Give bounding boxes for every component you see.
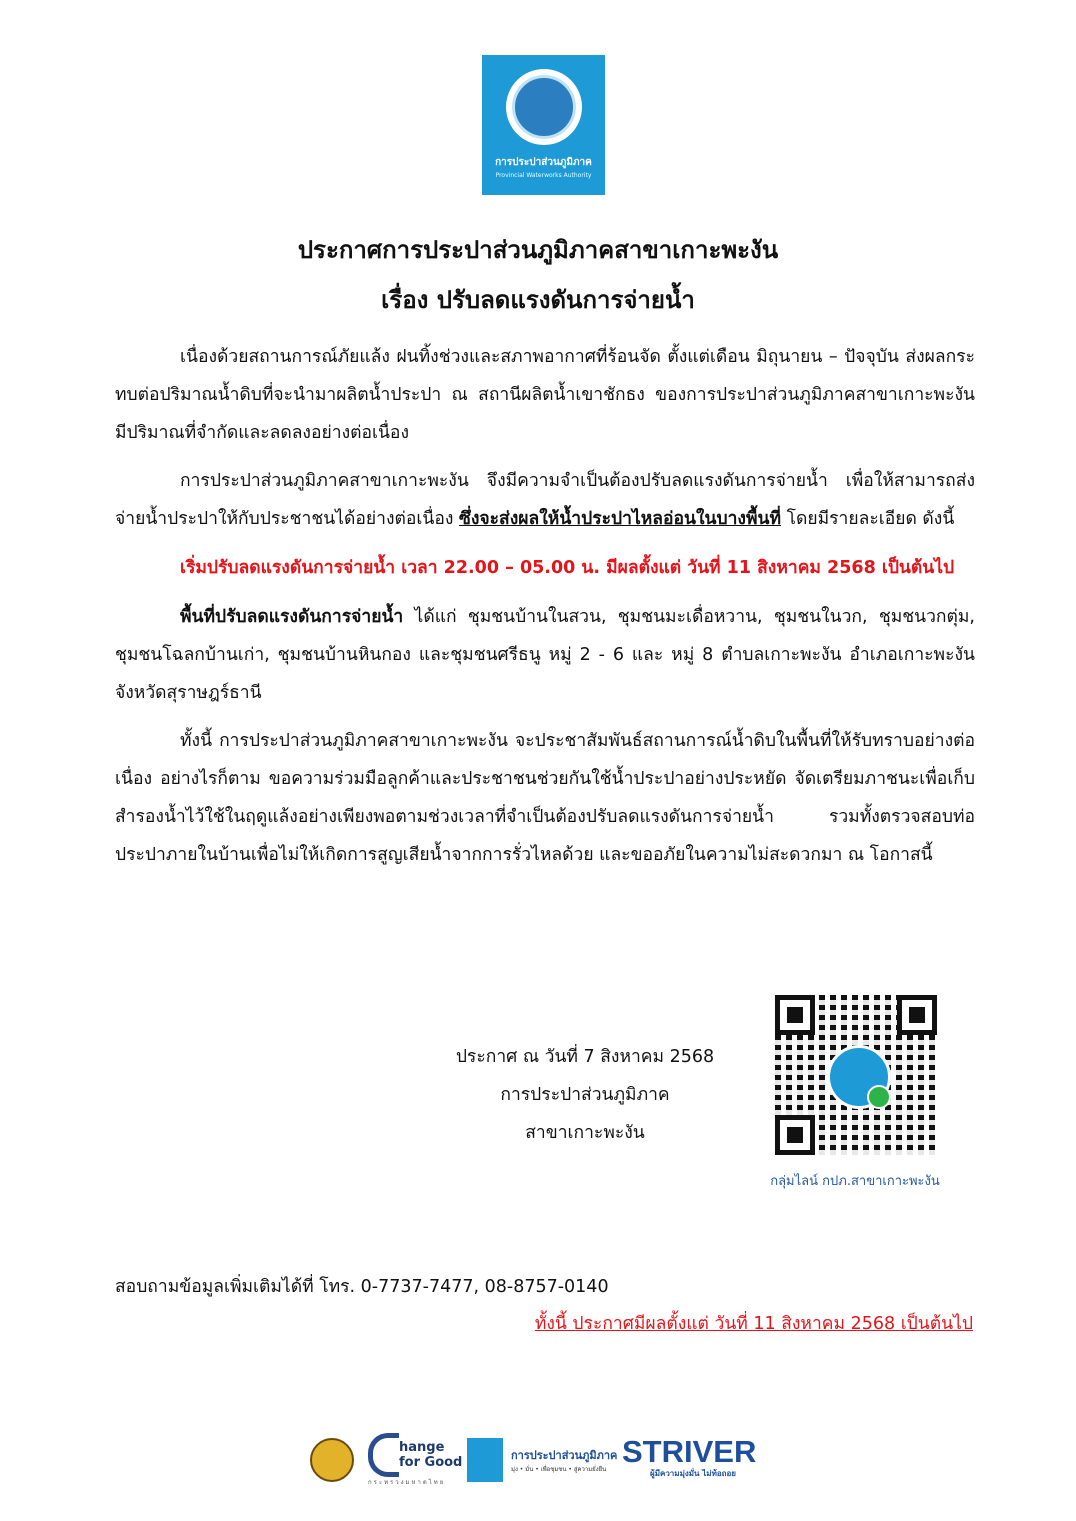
contact-info: สอบถามข้อมูลเพิ่มเติมได้ที่ โทร. 0-7737-7477, 08-8757-0140 [115,1277,609,1297]
paragraph-reason [115,462,975,538]
reason-text: การประปาส่วนภูมิภาคสาขาเกาะพะงัน จึงมีความจำเป็นต้องปรับลดแรงดันการจ่ายน้ำ เพื่อให้สามารถส่งจ่ายน้ำประปาให้กับประชาชนได้อย่างต่อเนื่อง [115,471,975,529]
areas-label: พื้นที่ปรับลดแรงดันการจ่ายน้ำ [180,607,404,627]
signature-block [430,1038,740,1152]
pwa-footer-slogan: มุ่ง • มั่น • เพื่อชุมชน • สู่ความยั่งยืน [511,1466,607,1473]
reason-emphasis: ซึ่งจะส่งผลให้น้ำประปาไหลอ่อนในบางพื้นที่ [458,509,782,529]
striver-slogan: ผู้มีความมุ่งมั่น ไม่ท้อถอย [650,1469,736,1478]
announcement-title: ประกาศการประปาส่วนภูมิภาคสาขาเกาะพะงัน [297,236,779,264]
announcement-subject: เรื่อง ปรับลดแรงดันการจ่ายน้ำ [381,286,695,314]
striver-text: STRIVER [622,1434,757,1469]
paragraph-advice: ทั้งนี้ การประปาส่วนภูมิภาคสาขาเกาะพะงัน จะประชาสัมพันธ์สถานการณ์น้ำดิบในพื้นที่ให้รับทราบอย่างต่อเนื่อง อย่างไรก็ตาม ขอความร่วมมือลูกค้าและประชาชนช่วยกันใช้น้ำประปาอย่างประหยัด จัดเตรียมภาชนะเพื่อเก็บสำรองน้ำไว้ใช้ในฤดูแล้งอย่างเพียงพอตามช่วงเวลาที่จำเป็นต้องปรับลดแรงดันการจ่ายน้ำ รวมทั้งตรวจสอบท่อประปาภายในบ้านเพื่อไม่ให้เกิดการสูญเสียน้ำจากการรั่วไหลด้วย และขออภัยในความไม่สะดวกมา ณ โอกาสนี้ [115,731,975,865]
paragraph-situation: เนื่องด้วยสถานการณ์ภัยแล้ง ฝนทิ้งช่วงและสภาพอากาศที่ร้อนจัด ตั้งแต่เดือน มิถุนายน – ปัจจุบัน ส่งผลกระทบต่อปริมาณน้ำดิบที่จะนำมาผลิตน้ำประปา ณ สถานีผลิตน้ำเขาชักธง ของการประปาส่วนภูมิภาคสาขาเกาะพะงัน มีปริมาณที่จำกัดและลดลงอย่างต่อเนื่อง [115,347,975,443]
effective-date-notice: ทั้งนี้ ประกาศมีผลตั้งแต่ วันที่ 11 สิงหาคม 2568 เป็นต้นไป [534,1314,973,1334]
change-for-good-logo [368,1437,463,1486]
change-for-good-text: hange for Good [399,1440,463,1470]
logo-name-th: การประปาส่วนภูมิภาค [495,157,592,168]
reason-end: โดยมีรายละเอียด ดังนี้ [781,509,955,529]
striver-logo [622,1434,757,1483]
signature-branch: สาขาเกาะพะงัน [525,1123,645,1143]
line-group-qr-code[interactable] [775,995,937,1155]
areas-list: ได้แก่ ชุมชนบ้านในสวน, ชุมชนมะเดื่อหวาน, ชุมชนในวก, ชุมชนวกตุ่ม, ชุมชนโฉลกบ้านเก่า, ชุมชนบ้านหินกอง และชุมชนศรีธนู หมู่ 2 - 6 และ หมู่ 8 ตำบลเกาะพะงัน อำเภอเกาะพะงัน จังหวัดสุราษฎร์ธานี [115,607,975,703]
pwa-seal-icon [506,69,582,145]
logo-name-en: Provincial Waterworks Authority [495,172,592,179]
pwa-logo [482,55,605,195]
line-app-icon [867,1085,891,1109]
pwa-footer-logo [467,1437,617,1483]
qr-caption: กลุ่มไลน์ กปภ.สาขาเกาะพะงัน [770,1174,940,1189]
ministry-emblem-logo [310,1437,354,1483]
ministry-text: กระทรวงมหาดไทย [368,1479,446,1486]
schedule-notice: เริ่มปรับลดแรงดันการจ่ายน้ำ เวลา 22.00 – 05.00 น. มีผลตั้งแต่ วันที่ 11 สิงหาคม 2568 เป็นต้นไป [180,558,955,578]
paragraph-areas [115,598,975,712]
signature-date: ประกาศ ณ วันที่ 7 สิงหาคม 2568 [455,1047,715,1067]
pwa-footer-name: การประปาส่วนภูมิภาค [511,1449,618,1462]
signature-org: การประปาส่วนภูมิภาค [500,1085,670,1105]
